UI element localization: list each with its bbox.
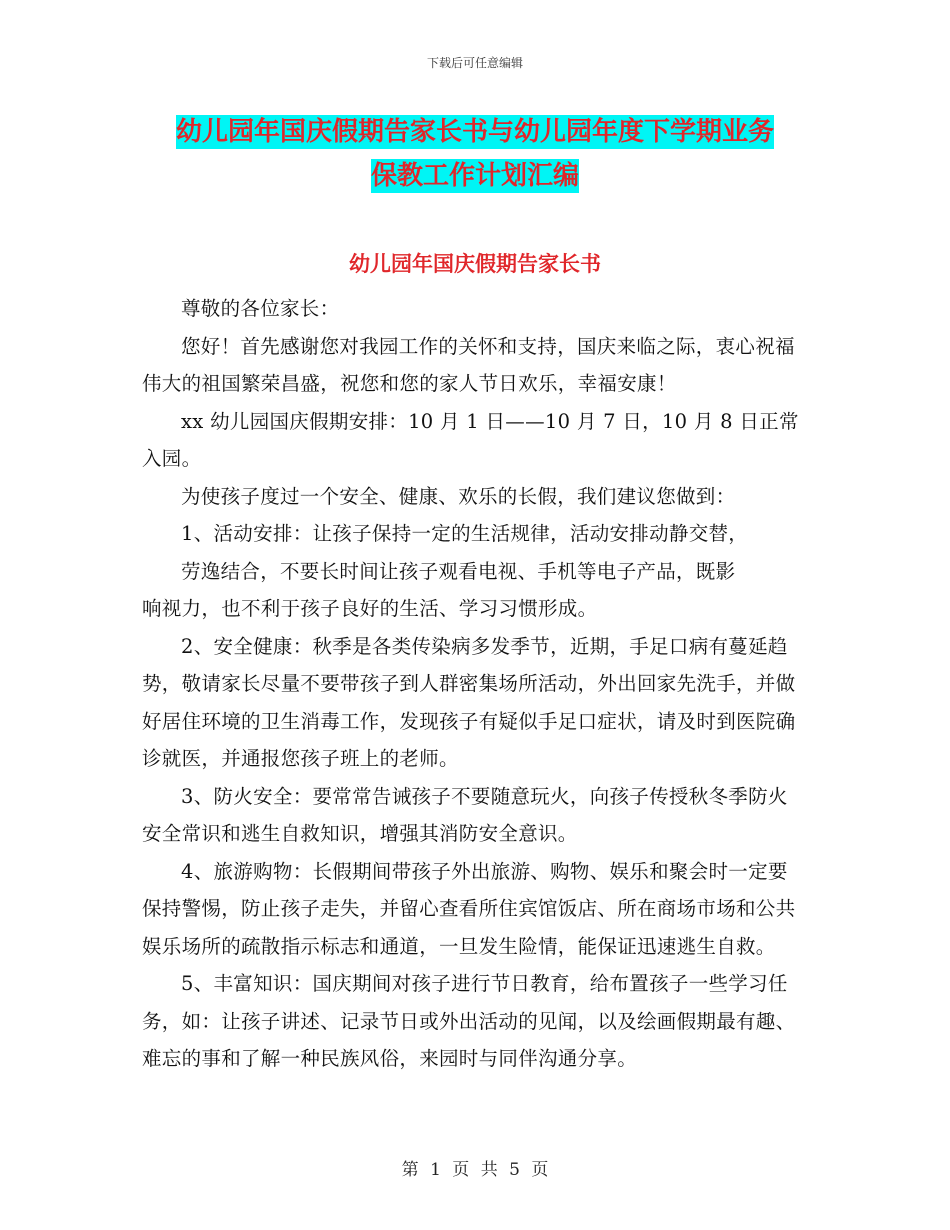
advice-item-health: 2、安全健康：秋季是各类传染病多发季节，近期，手足口病有蔓延趋势，敬请家长尽量不要带孩子到人群密集场所活动，外出回家先洗手，并做好居住环境的卫生消毒工作，发现孩子有疑似手足口症状，请及时到医院确诊就医，并通报您孩子班上的老师。 <box>142 634 796 770</box>
advice-item-activity-line-2: 劳逸结合，不要长时间让孩子观看电视、手机等电子产品，既影 <box>181 559 736 583</box>
advice-item-activity-line-3: 响视力，也不利于孩子良好的生活、学习习惯形成。 <box>142 597 598 620</box>
document-title <box>0 110 950 198</box>
page-number-footer: 第 1 页 共 5 页 <box>401 1160 549 1180</box>
advice-item-travel: 4、旅游购物：长假期间带孩子外出旅游、购物、娱乐和聚会时一定要保持警惕，防止孩子走失，并留心查看所住宾馆饭店、所在商场市场和公共娱乐场所的疏散指示标志和通道，一旦发生险情，能保证迅速逃生自救。 <box>142 859 796 958</box>
greeting-paragraph: 尊敬的各位家长： <box>181 297 340 320</box>
advice-item-knowledge: 5、丰富知识：国庆期间对孩子进行节日教育，给布置孩子一些学习任务，如：让孩子讲述、记录节日或外出活动的见闻，以及绘画假期最有趣、难忘的事和了解一种民族风俗，来园时与同伴沟通分享。 <box>142 972 796 1070</box>
advice-item-activity <box>142 515 807 628</box>
header-note: 下载后可任意编辑 <box>426 56 523 70</box>
holiday-schedule-paragraph: xx 幼儿园国庆假期安排：10 月 1 日——10 月 7 日，10 月 8 日正常入园。 <box>142 409 799 470</box>
intro-paragraph: 您好！首先感谢您对我园工作的关怀和支持，国庆来临之际，衷心祝福伟大的祖国繁荣昌盛，祝您和您的家人节日欢乐，幸福安康！ <box>142 334 795 395</box>
document-title-line-2: 保教工作计划汇编 <box>370 161 579 191</box>
letter-body <box>142 290 807 1078</box>
advice-item-activity-line-1: 1、活动安排：让孩子保持一定的生活规律，活动安排动静交替， <box>181 522 749 545</box>
document-title-line-1: 幼儿园年国庆假期告家长书与幼儿园年度下学期业务 <box>175 117 774 147</box>
advice-intro-paragraph: 为使孩子度过一个安全、健康、欢乐的长假，我们建议您做到： <box>181 484 736 508</box>
advice-item-fire-safety: 3、防火安全：要常常告诫孩子不要随意玩火，向孩子传授秋冬季防火安全常识和逃生自救知识，增强其消防安全意识。 <box>142 784 788 845</box>
section-title: 幼儿园年国庆假期告家长书 <box>349 252 601 276</box>
